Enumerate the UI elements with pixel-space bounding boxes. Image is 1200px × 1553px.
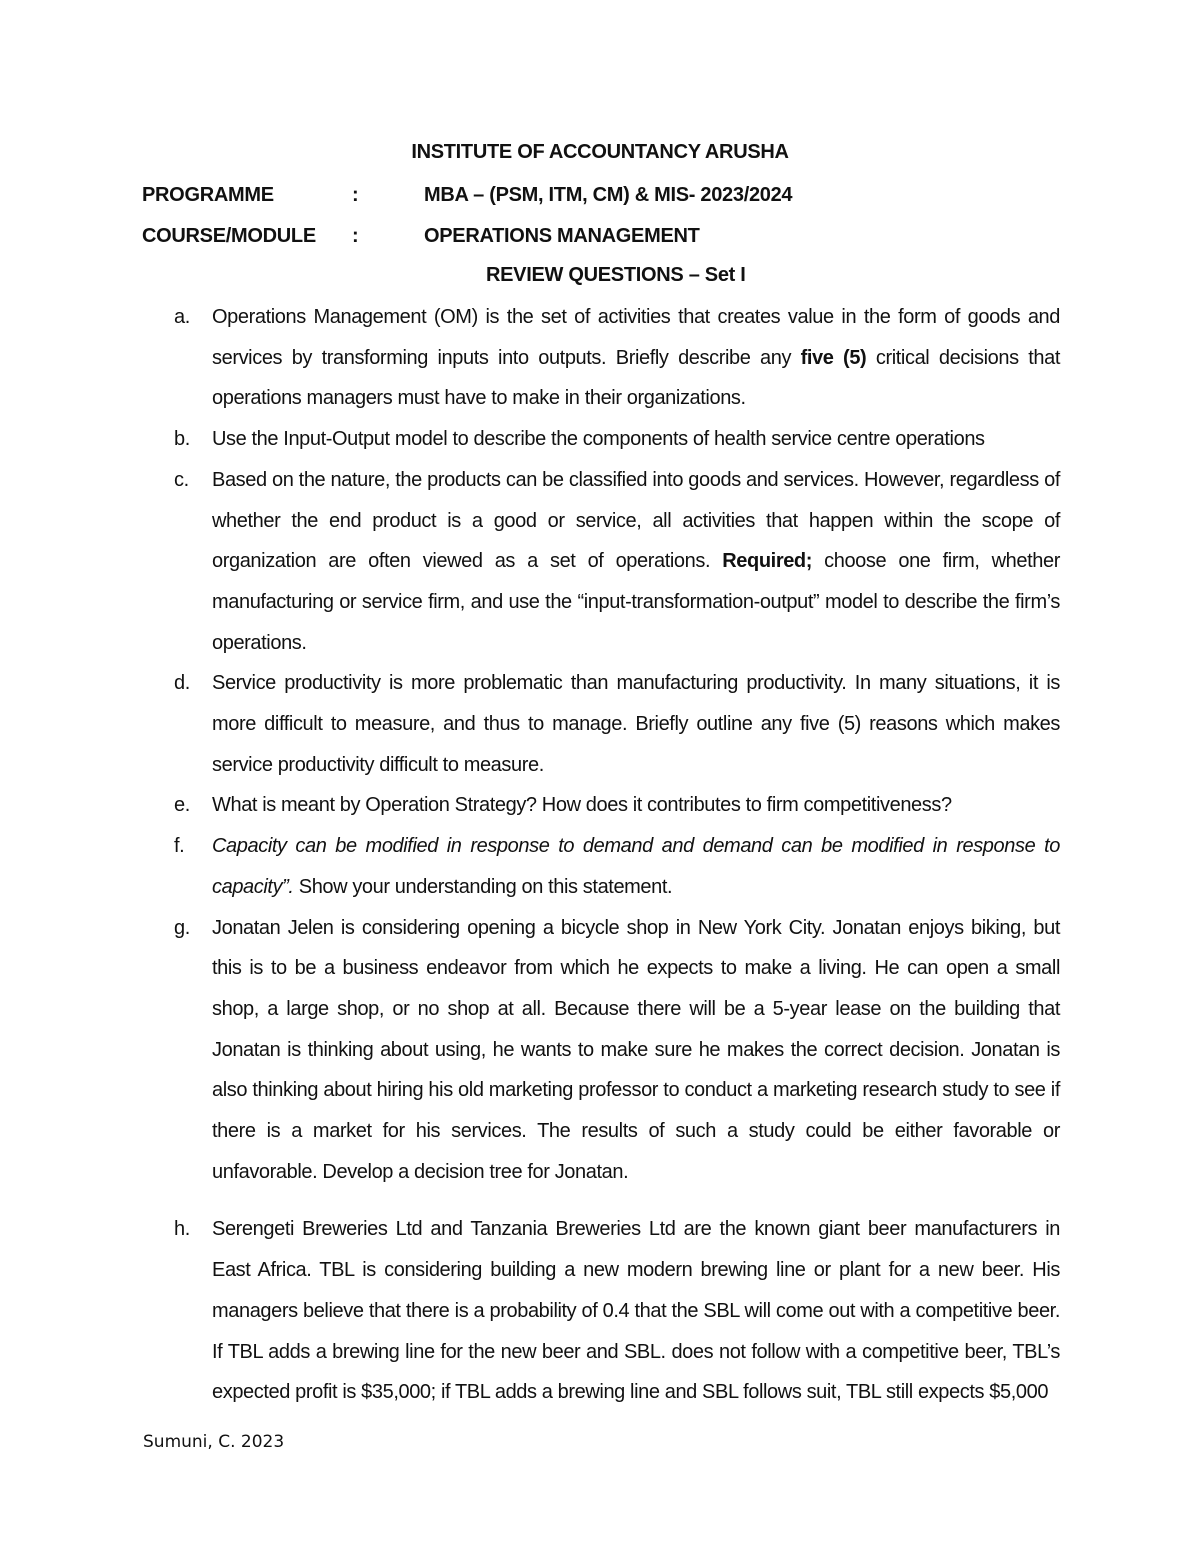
programme-label: PROGRAMME [142, 184, 274, 206]
question-text: Serengeti Breweries Ltd and Tanzania Breweries Ltd are the known giant beer manufacturers in East Africa. TBL is considering building a new modern brewing line or plant for a new beer. His managers believe that there is a probability of 0.4 that the SBL will come out with a competitive beer. If TBL adds a brewing line for the new beer and SBL. does not follow with a competitive beer, TBL’s expected profit is $35,000; if TBL adds a brewing line and SBL follows suit, TBL still expects $5,000 [212, 1218, 1060, 1404]
course-label: COURSE/MODULE [142, 225, 316, 247]
question-emphasis: Required; [722, 550, 813, 573]
question-marker: a. [174, 306, 190, 328]
programme-separator: : [352, 184, 359, 206]
question-marker: e. [174, 794, 190, 817]
question-text: critical decisions that operations managers must have to make in their organizations. [212, 346, 1060, 410]
institute-title: INSTITUTE OF ACCOUNTANCY ARUSHA [411, 141, 789, 163]
programme-value: MBA – (PSM, ITM, CM) & MIS- 2023/2024 [424, 184, 793, 206]
question-g [172, 908, 1060, 1193]
question-marker: h. [174, 1218, 190, 1241]
question-text: Service productivity is more problematic than manufacturing productivity. In many situations, it is more difficult to measure, and thus to manage. Briefly outline any five (5) reasons which makes service productivity difficult to measure. [212, 672, 1060, 776]
question-e [172, 785, 1060, 826]
question-text: What is meant by Operation Strategy? How does it contributes to firm competitiveness? [212, 794, 952, 817]
footer-author: Sumuni, C. 2023 [143, 1432, 285, 1452]
question-marker: d. [174, 672, 190, 695]
question-marker: c. [174, 468, 189, 491]
question-f [172, 826, 1060, 907]
course-value: OPERATIONS MANAGEMENT [424, 225, 700, 247]
question-text: choose one firm, whether manufacturing or service firm, and use the “input-transformation-output” model to describe the firm’s operations. [212, 550, 1060, 654]
question-marker: f. [174, 835, 185, 858]
question-text: Show your understanding on this statement. [293, 875, 673, 898]
question-text: Operations Management (OM) is the set of activities that creates value in the form of goods and services by transforming inputs into outputs. Briefly describe any [212, 306, 1060, 369]
question-emphasis: five (5) [800, 346, 867, 369]
question-text: Based on the nature, the products can be classified into goods and services. However, regardless of whether the end product is a good or service, all activities that happen within the scope of organization are often viewed as a set of operations. [212, 468, 1060, 573]
question-b [172, 419, 1060, 460]
question-a [172, 297, 1060, 419]
question-h [172, 1209, 1060, 1413]
question-text: Jonatan Jelen is considering opening a bicycle shop in New York City. Jonatan enjoys biking, but this is to be a business endeavor from which he expects to make a living. He can open a small shop, a large shop, or no shop at all. Because there will be a 5-year lease on the building that Jonatan is thinking about using, he wants to make sure he makes the correct decision. Jonatan is also thinking about hiring his old marketing professor to conduct a marketing research study to see if there is a market for his services. The results of such a study could be either favorable or unfavorable. Develop a decision tree for Jonatan. [212, 916, 1060, 1183]
question-quote: Capacity can be modified in response to demand and demand can be modified in response to capacity”. [212, 835, 1060, 898]
question-marker: b. [174, 428, 190, 451]
question-marker: g. [174, 916, 190, 939]
question-list [172, 297, 1060, 1413]
course-separator: : [352, 225, 359, 247]
question-c [172, 460, 1060, 664]
review-questions-subtitle: REVIEW QUESTIONS – Set I [486, 264, 746, 286]
question-text: Use the Input-Output model to describe the components of health service centre operations [212, 428, 985, 451]
question-d [172, 663, 1060, 785]
